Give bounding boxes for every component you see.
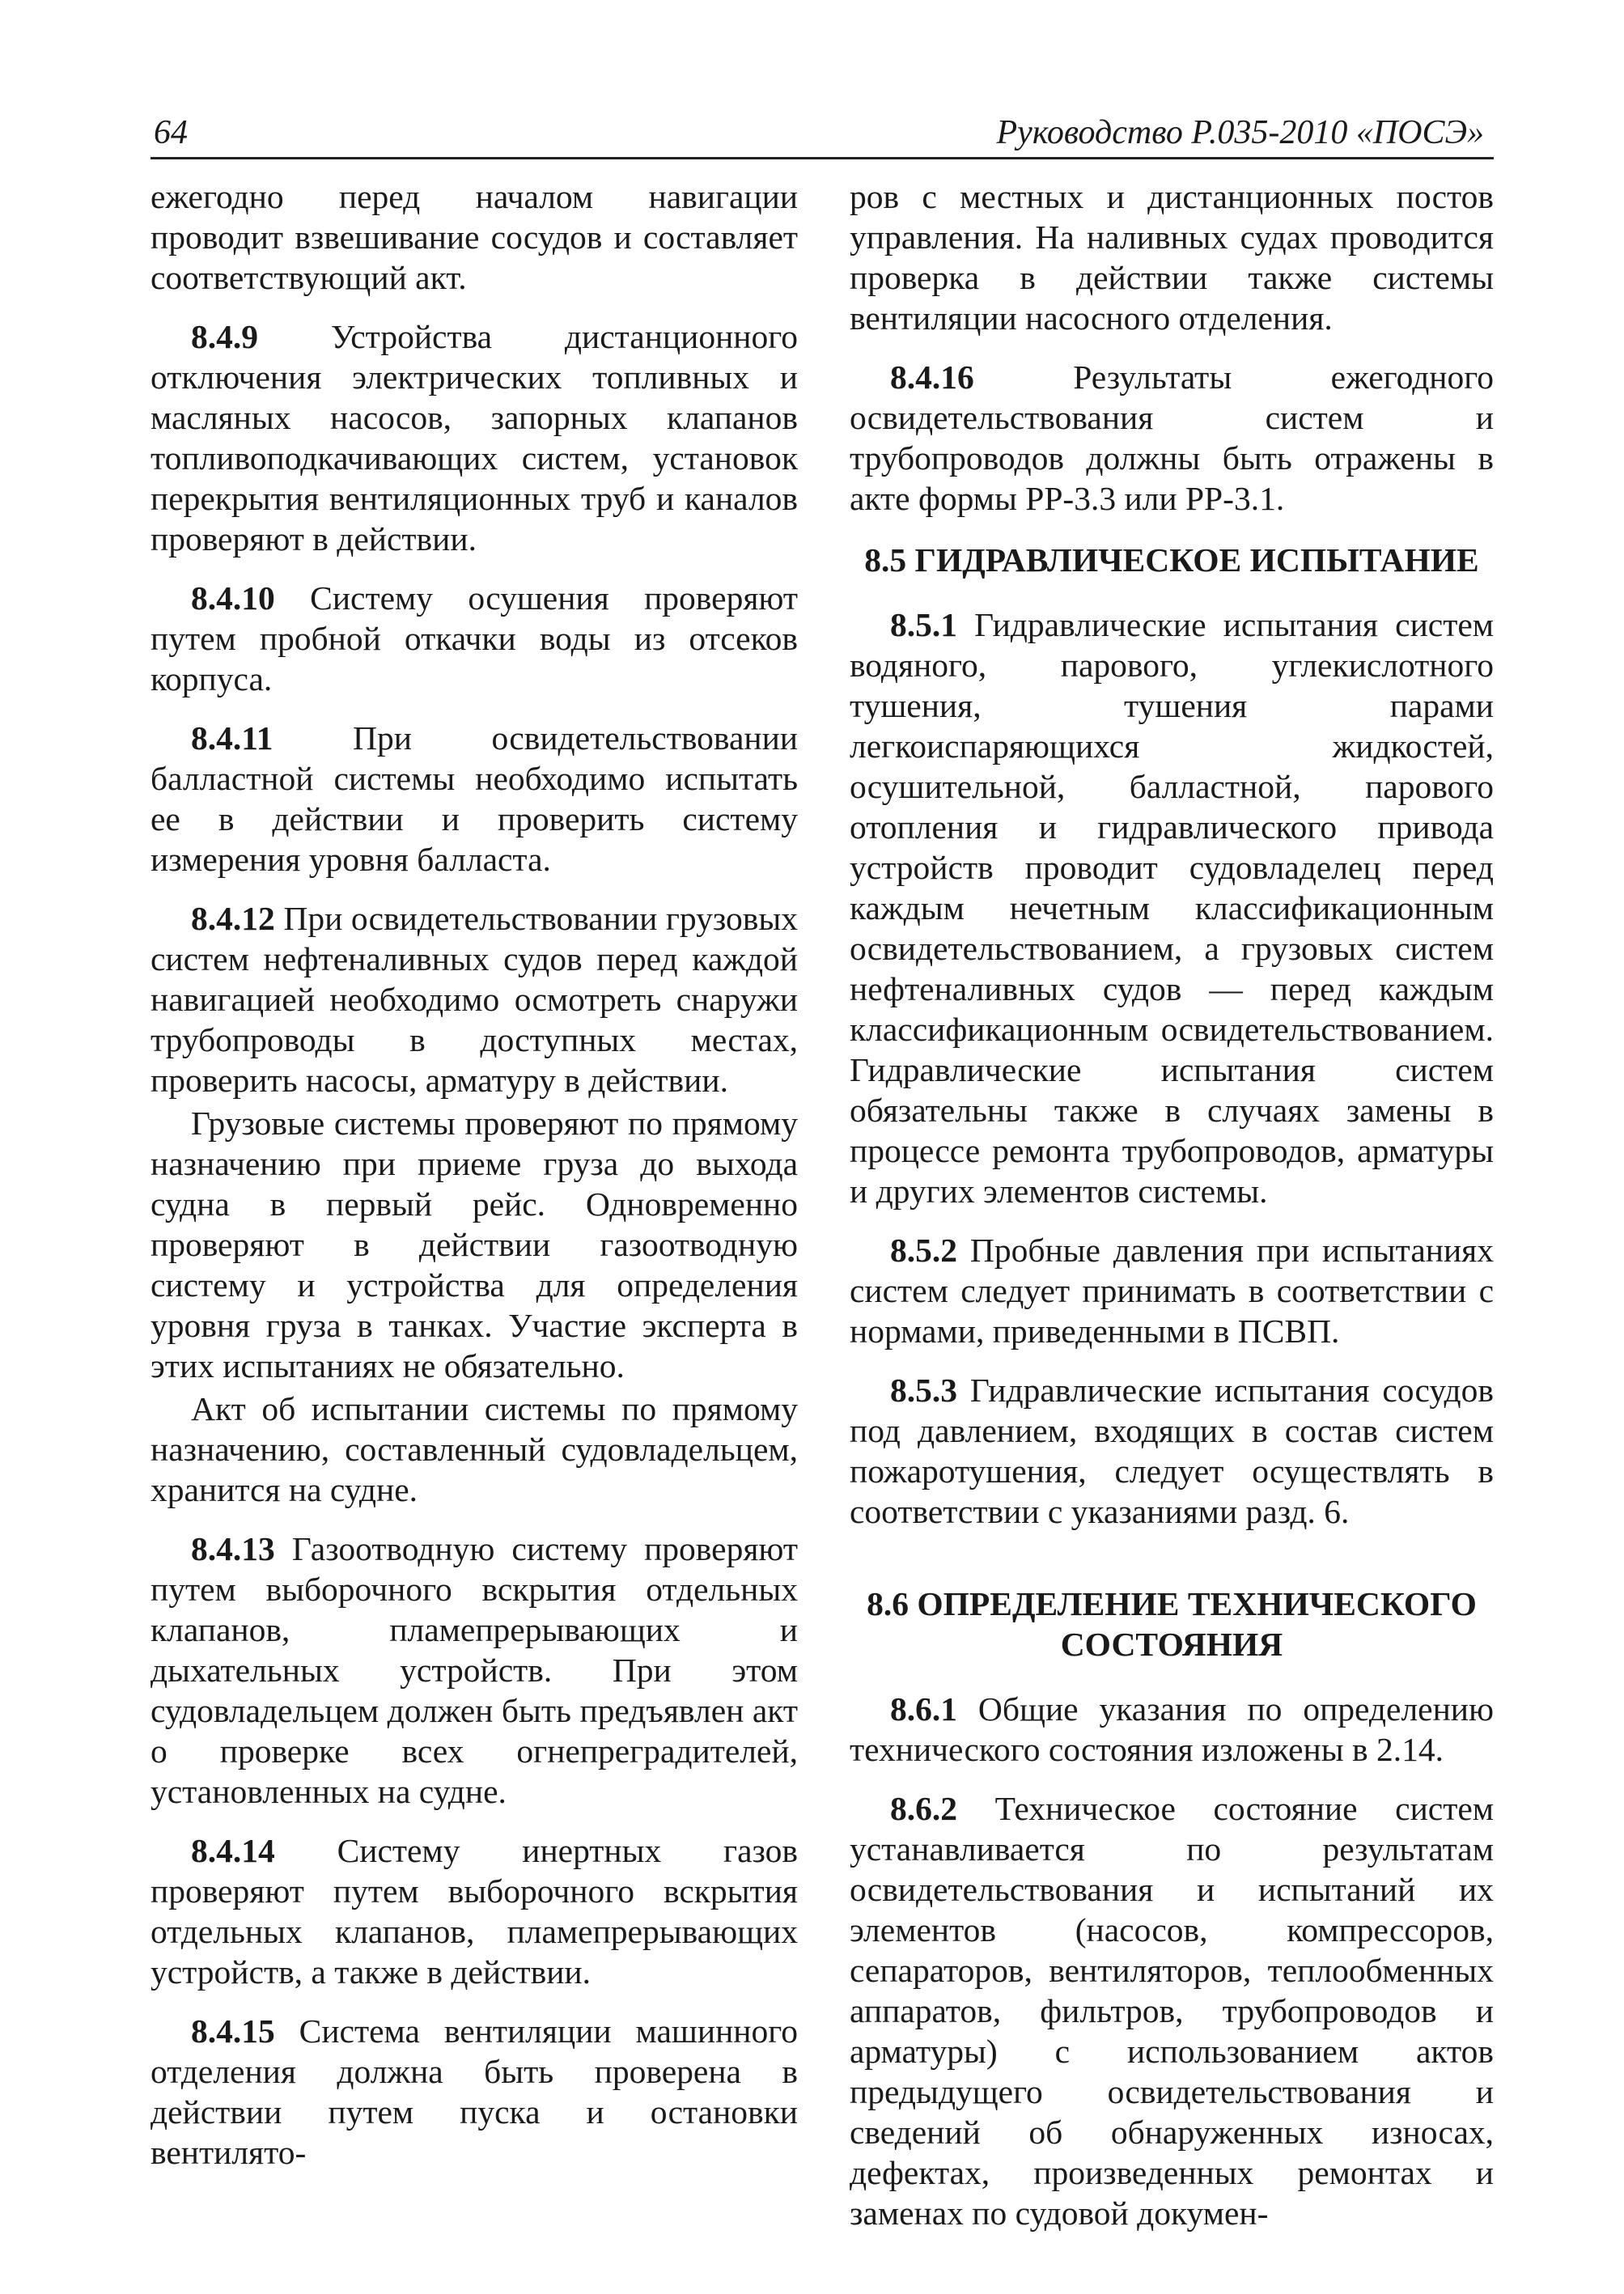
section-8-4-11 <box>151 718 798 880</box>
page-number: 64 <box>154 114 188 151</box>
section-number: 8.4.12 <box>191 900 275 937</box>
section-8-4-16 <box>850 357 1494 519</box>
left-column <box>151 176 798 2191</box>
section-text: Техническое состояние систем устанавливается по результатам освидетельствования и испытаний их элементов (насосов, компрессоров, сепараторов, вентиляторов, теплообменных аппаратов, фильтров, трубопроводов и арматуры) с использованием актов предыдущего освидетельствования и сведений об обнаруженных износах, дефектах, произведенных ремонтах и заменах по судовой докумен- <box>850 1790 1495 2232</box>
section-8-4-13 <box>151 1529 798 1812</box>
section-text: Общие указания по определению технического состояния изложены в 2.14. <box>850 1690 1494 1768</box>
section-number: 8.6.2 <box>890 1790 957 1827</box>
section-text: Систему осушения проверяют путем пробной откачки воды из отсеков корпуса. <box>151 579 798 698</box>
section-8-5-3 <box>850 1370 1494 1532</box>
section-8-4-9 <box>151 316 798 559</box>
section-text: При освидетельствовании балластной системы необходимо испытать ее в действии и проверить систему измерения уровня балласта. <box>151 719 798 878</box>
section-number: 8.5.3 <box>890 1372 957 1409</box>
section-text: Результаты ежегодного освидетельствования систем и трубопроводов должны быть отражены в акте формы РР-3.3 или РР-3.1. <box>850 358 1495 517</box>
paragraph-cargo-systems: Грузовые системы проверяют по прямому назначению при приеме груза до выхода судна в первый рейс. Одновременно проверяют в действии газоотводную систему и устройства для определения уровня груза в танках. Участие эксперта в этих испытаниях не обязательно. <box>151 1105 798 1384</box>
section-text: Систему инертных газов проверяют путем выборочного вскрытия отдельных клапанов, пламепрерывающих устройств, а также в действии. <box>151 1832 798 1991</box>
running-title: Руководство Р.035-2010 «ПОСЭ» <box>996 114 1484 151</box>
section-text: При освидетельствовании грузовых систем нефтеналивных судов перед каждой навигацией необходимо осмотреть снаружи трубопроводы в доступных местах, проверить насосы, арматуру в действии. <box>151 900 798 1099</box>
section-number: 8.5.1 <box>890 606 957 643</box>
section-number: 8.4.9 <box>191 318 258 355</box>
section-number: 8.4.11 <box>191 719 273 757</box>
section-8-4-15 <box>151 2011 798 2173</box>
section-text: Гидравлические испытания сосудов под давлением, входящих в состав систем пожаротушения, следует осуществлять в соответствии с указаниями разд. 6. <box>850 1372 1494 1530</box>
section-number: 8.6.1 <box>890 1690 957 1728</box>
section-number: 8.4.15 <box>191 2012 275 2050</box>
section-text: Система вентиляции машинного отделения должна быть проверена в действии путем пуска и остановки вентилято- <box>151 2012 798 2171</box>
heading-8-5: 8.5 ГИДРАВЛИЧЕСКОЕ ИСПЫТАНИЕ <box>864 541 1479 579</box>
heading-line-1: 8.6 ОПРЕДЕЛЕНИЕ ТЕХНИЧЕСКОГО <box>867 1585 1477 1622</box>
section-text: Устройства дистанционного отключения электрических топливных и масляных насосов, запорных клапанов топливоподкачивающих систем, установок перекрытия вентиляционных труб и каналов проверяют в действии. <box>151 318 798 558</box>
paragraph-continuation: ров с местных и дистанционных постов управления. На наливных судах проводится проверка в действии также системы вентиляции насосного отделения. <box>850 178 1494 337</box>
section-8-5-1 <box>850 604 1494 1211</box>
section-8-4-14 <box>151 1830 798 1992</box>
section-number: 8.4.10 <box>191 579 275 617</box>
section-number: 8.5.2 <box>890 1232 957 1269</box>
paragraph-continuation: ежегодно перед началом навигации проводит взвешивание сосудов и составляет соответствующий акт. <box>151 178 798 296</box>
section-8-6-1 <box>850 1689 1494 1770</box>
section-8-5-2 <box>850 1230 1494 1351</box>
section-number: 8.4.13 <box>191 1530 275 1567</box>
heading-line-2: СОСТОЯНИЯ <box>1060 1626 1283 1663</box>
section-8-4-12 <box>151 898 798 1100</box>
section-text: Гидравлические испытания систем водяного, парового, углекислотного тушения, тушения парами легкоиспаряющихся жидкостей, осушительной, балластной, парового отопления и гидравлического привода устройств проводит судовладелец перед каждым нечетным классификационным освидетельствованием, а грузовых систем нефтеналивных судов — перед каждым классификационным освидетельствованием. Гидравлические испытания систем обязательны также в случаях замены в процессе ремонта трубопроводов, арматуры и других элементов системы. <box>850 606 1495 1210</box>
paragraph-act: Акт об испытании системы по прямому назначению, составленный судовладельцем, хранится на судне. <box>151 1390 798 1508</box>
heading-8-6 <box>850 1584 1494 1664</box>
section-text: Пробные давления при испытаниях систем следует принимать в соответствии с нормами, приведенными в ПСВП. <box>850 1232 1494 1350</box>
section-8-4-10 <box>151 578 798 699</box>
section-number: 8.4.16 <box>890 358 974 396</box>
section-8-6-2 <box>850 1788 1494 2233</box>
section-number: 8.4.14 <box>191 1832 275 1869</box>
section-text: Газоотводную систему проверяют путем выборочного вскрытия отдельных клапанов, пламепрерывающих и дыхательных устройств. При этом судовладельцем должен быть предъявлен акт о проверке всех огнепреградителей, установленных на судне. <box>151 1530 799 1810</box>
right-column <box>850 176 1494 2252</box>
page-header <box>151 108 1494 159</box>
